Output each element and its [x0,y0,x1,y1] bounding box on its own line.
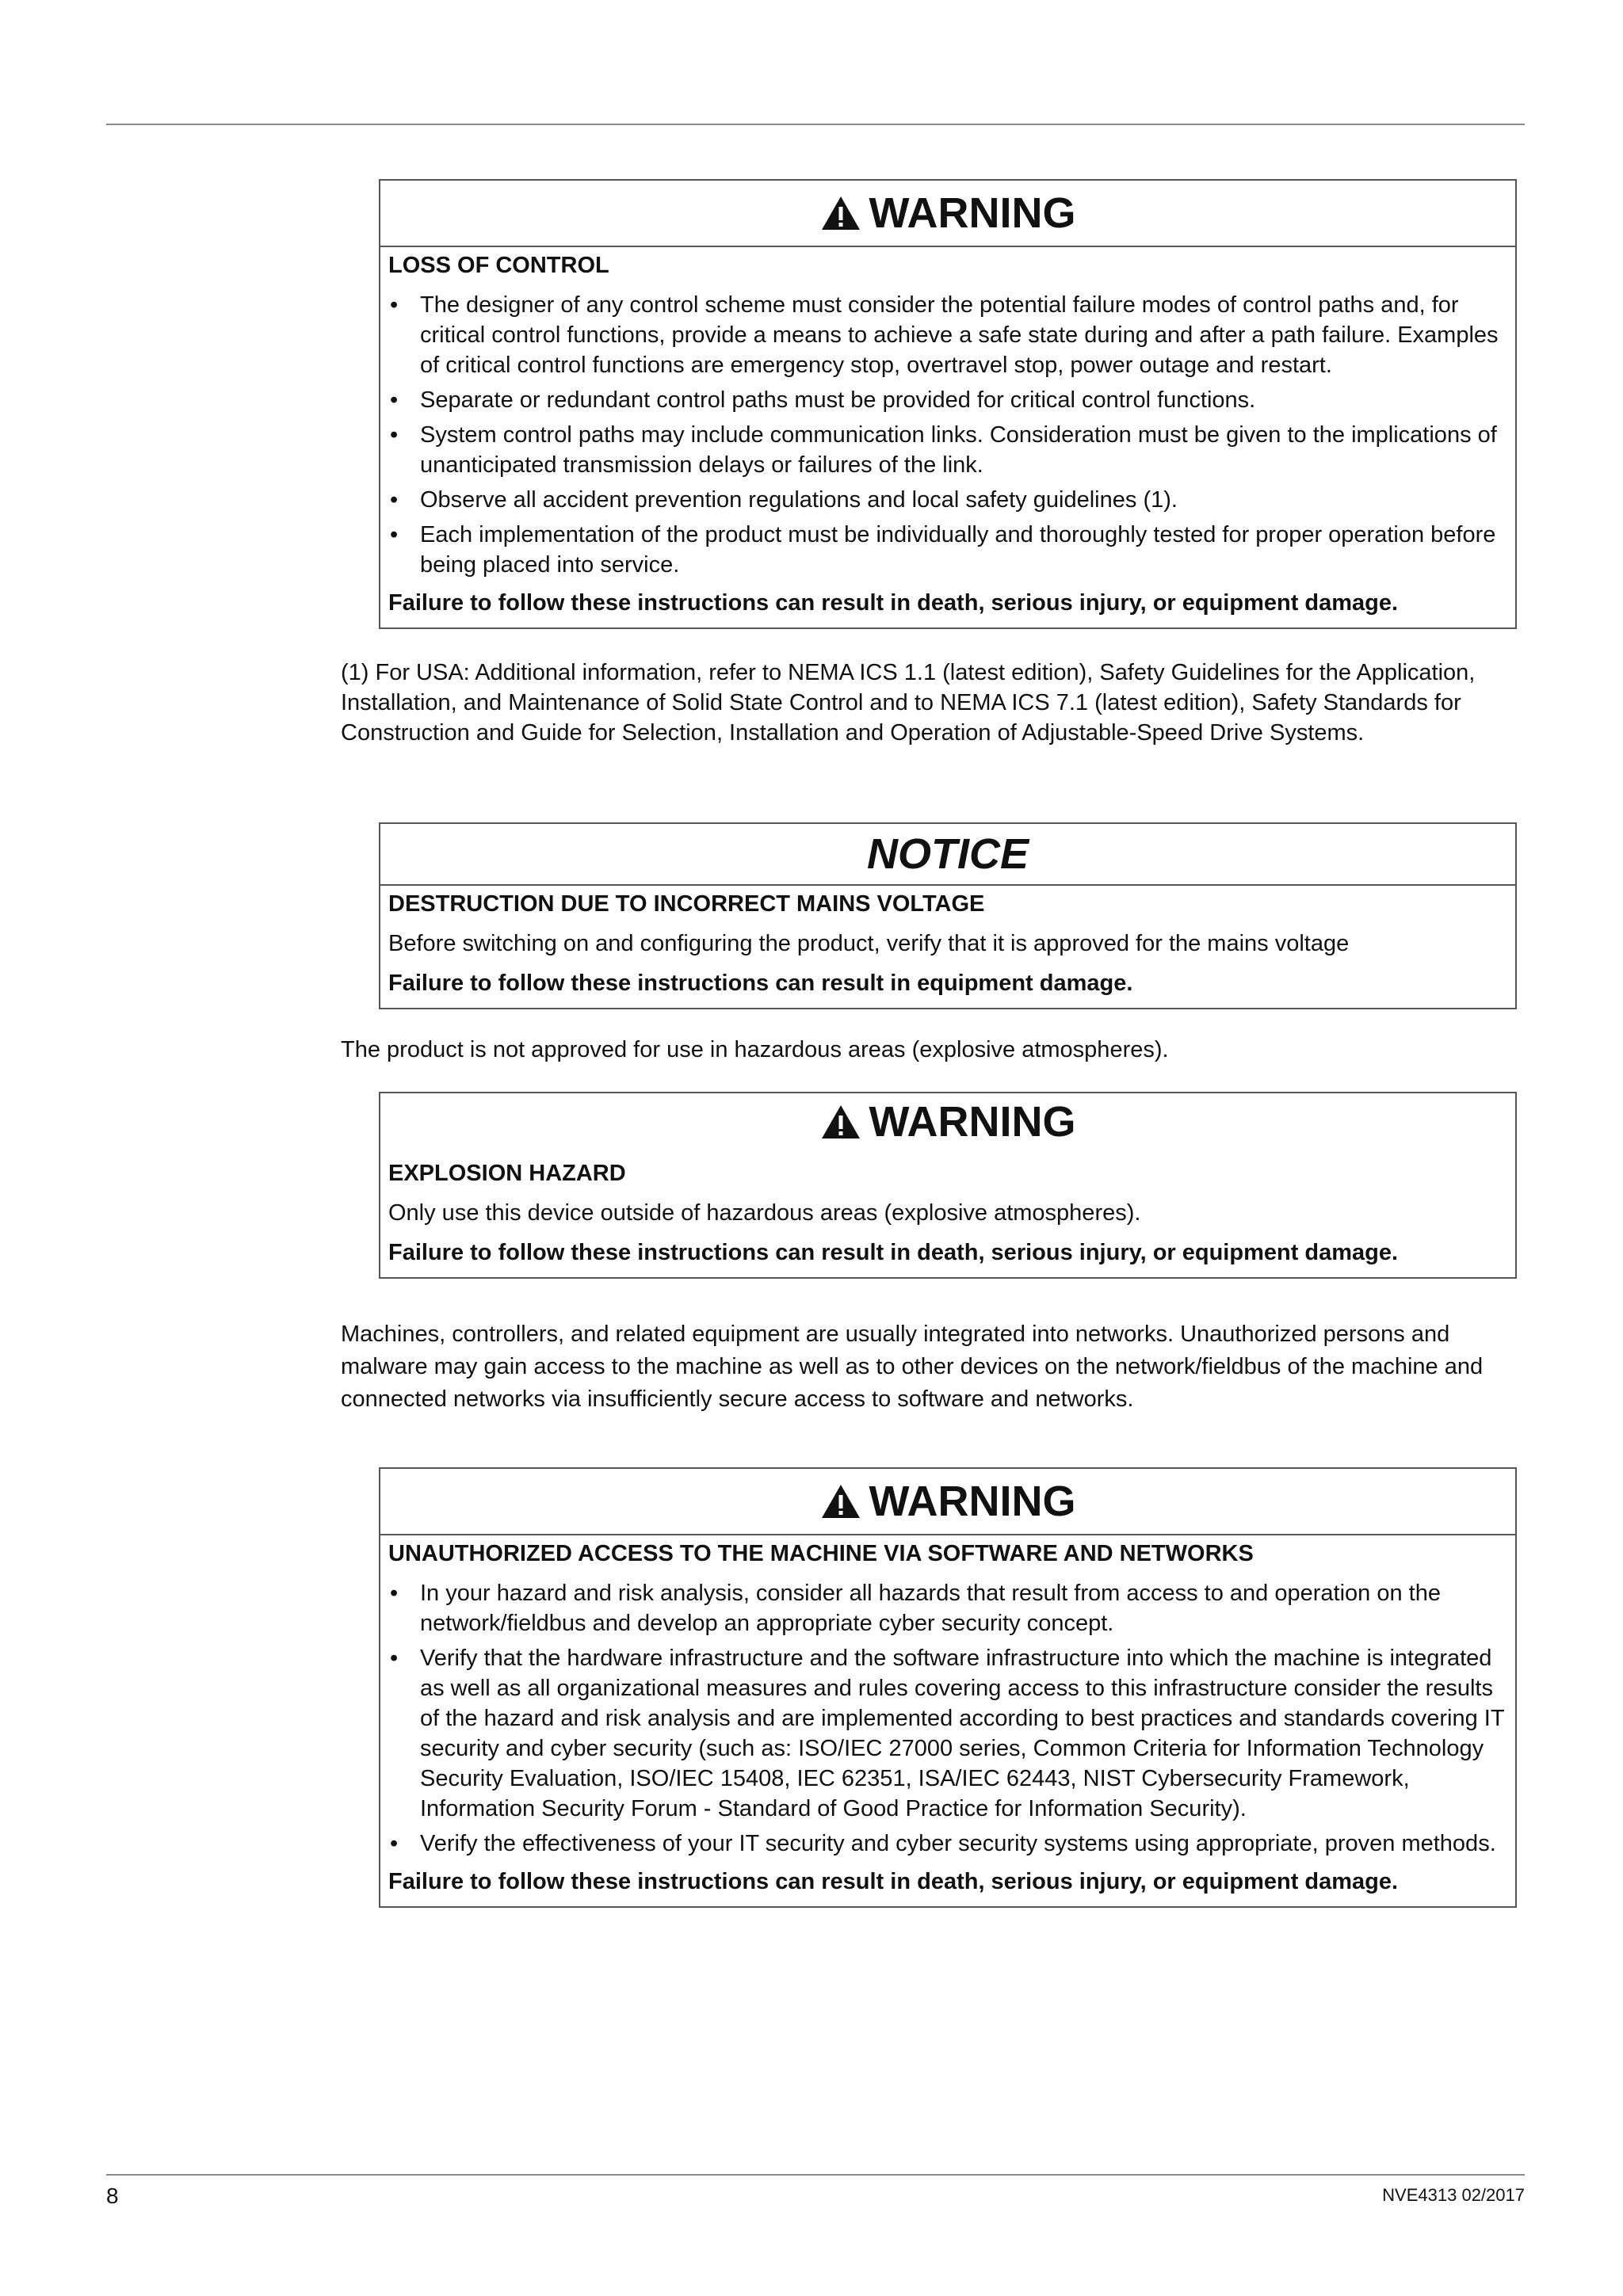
warning-triangle-icon [820,1483,861,1520]
hazard-title: DESTRUCTION DUE TO INCORRECT MAINS VOLTAGE [388,891,985,917]
hazard-list-item: • Each implementation of the product must be individually and thoroughly tested for proper operation before being placed into service. [388,520,1506,580]
warning-heading-text: WARNING [869,1098,1076,1146]
notice-heading [380,824,1515,886]
page-number: 8 [106,2183,119,2208]
hazard-text: Only use this device outside of hazardous areas (explosive atmospheres). [388,1200,1141,1226]
hazard-title: UNAUTHORIZED ACCESS TO THE MACHINE VIA SOFTWARE AND NETWORKS [388,1541,1254,1566]
hazard-list-item: • The designer of any control scheme must consider the potential failure modes of control paths and, for critical control functions, provide a means to achieve a safe state during and after a path failure. Examples of critical control functions are emergency stop, overtravel stop, power outage and restart. [388,290,1506,380]
hazard-text: Before switching on and configuring the product, verify that it is approved for the mains voltage [388,931,1350,956]
failure-consequence: Failure to follow these instructions can result in death, serious injury, or equipment damage. [388,1240,1399,1265]
hazard-statement: The product is not approved for use in hazardous areas (explosive atmospheres). [341,1037,1169,1062]
hazard-list-item: • Verify that the hardware infrastructure and the software infrastructure into which the machine is integrated as well as all organizational measures and rules covering access to this infrastructure consider the results of the hazard and risk analysis and are implemented according to best practices and standards covering IT security and cyber security (such as: ISO/IEC 27000 series, Common Criteria for Information Technology Security Evaluation, ISO/IEC 15408, IEC 62351, ISA/IEC 62443, NIST Cybersecurity Framework, Information Security Forum - Standard of Good Practice for Information Security). [388,1643,1506,1824]
warning-heading [380,1469,1515,1535]
warning-box-loss-of-control [379,179,1517,629]
notice-box-mains-voltage [379,822,1517,1009]
hazard-list-item: • Verify the effectiveness of your IT security and cyber security systems using appropriate, proven methods. [388,1829,1506,1859]
hazard-list-item: • System control paths may include communication links. Consideration must be given to the implications of unanticipated transmission delays or failures of the link. [388,420,1506,480]
failure-consequence: Failure to follow these instructions can result in equipment damage. [388,971,1133,996]
footnote: (1) For USA: Additional information, refer to NEMA ICS 1.1 (latest edition), Safety Guidelines for the Application, Installation, and Maintenance of Solid State Control and to NEMA ICS 7.1 (latest edition), Safety Standards for Construction and Guide for Selection, Installation and Operation of Adjustable-Speed Drive Systems. [341,660,1476,746]
hazard-title: LOSS OF CONTROL [388,253,609,278]
document-reference: NVE4313 02/2017 [1382,2185,1525,2205]
failure-consequence: Failure to follow these instructions can result in death, serious injury, or equipment damage. [388,1869,1399,1894]
warning-heading-text: WARNING [869,189,1076,237]
warning-triangle-icon [820,1104,861,1140]
hazard-list-item: • In your hazard and risk analysis, consider all hazards that result from access to and operation on the network/fieldbus and develop an appropriate cyber security concept. [388,1578,1506,1638]
notice-heading-text: NOTICE [866,830,1029,878]
network-paragraph: Machines, controllers, and related equipment are usually integrated into networks. Unauthorized persons and malware may gain access to the machine as well as to other devices on the network/fieldbus of the machine and connected networks via insufficiently secure access to software and networks. [341,1322,1484,1412]
warning-box-explosion-hazard [379,1092,1517,1279]
hazard-list-item: • Observe all accident prevention regulations and local safety guidelines (1). [388,485,1506,515]
warning-heading-text: WARNING [869,1478,1076,1525]
hazard-list [388,1578,1506,1859]
warning-triangle-icon [820,195,861,231]
hazard-title: EXPLOSION HAZARD [388,1161,626,1186]
hazard-list [388,290,1506,580]
header-rule [106,124,1525,125]
hazard-list-item: • Separate or redundant control paths must be provided for critical control functions. [388,385,1506,415]
warning-heading [380,181,1515,247]
footer-rule [106,2174,1525,2176]
failure-consequence: Failure to follow these instructions can result in death, serious injury, or equipment damage. [388,590,1399,616]
warning-box-unauthorized-access [379,1467,1517,1908]
warning-heading [380,1093,1515,1150]
